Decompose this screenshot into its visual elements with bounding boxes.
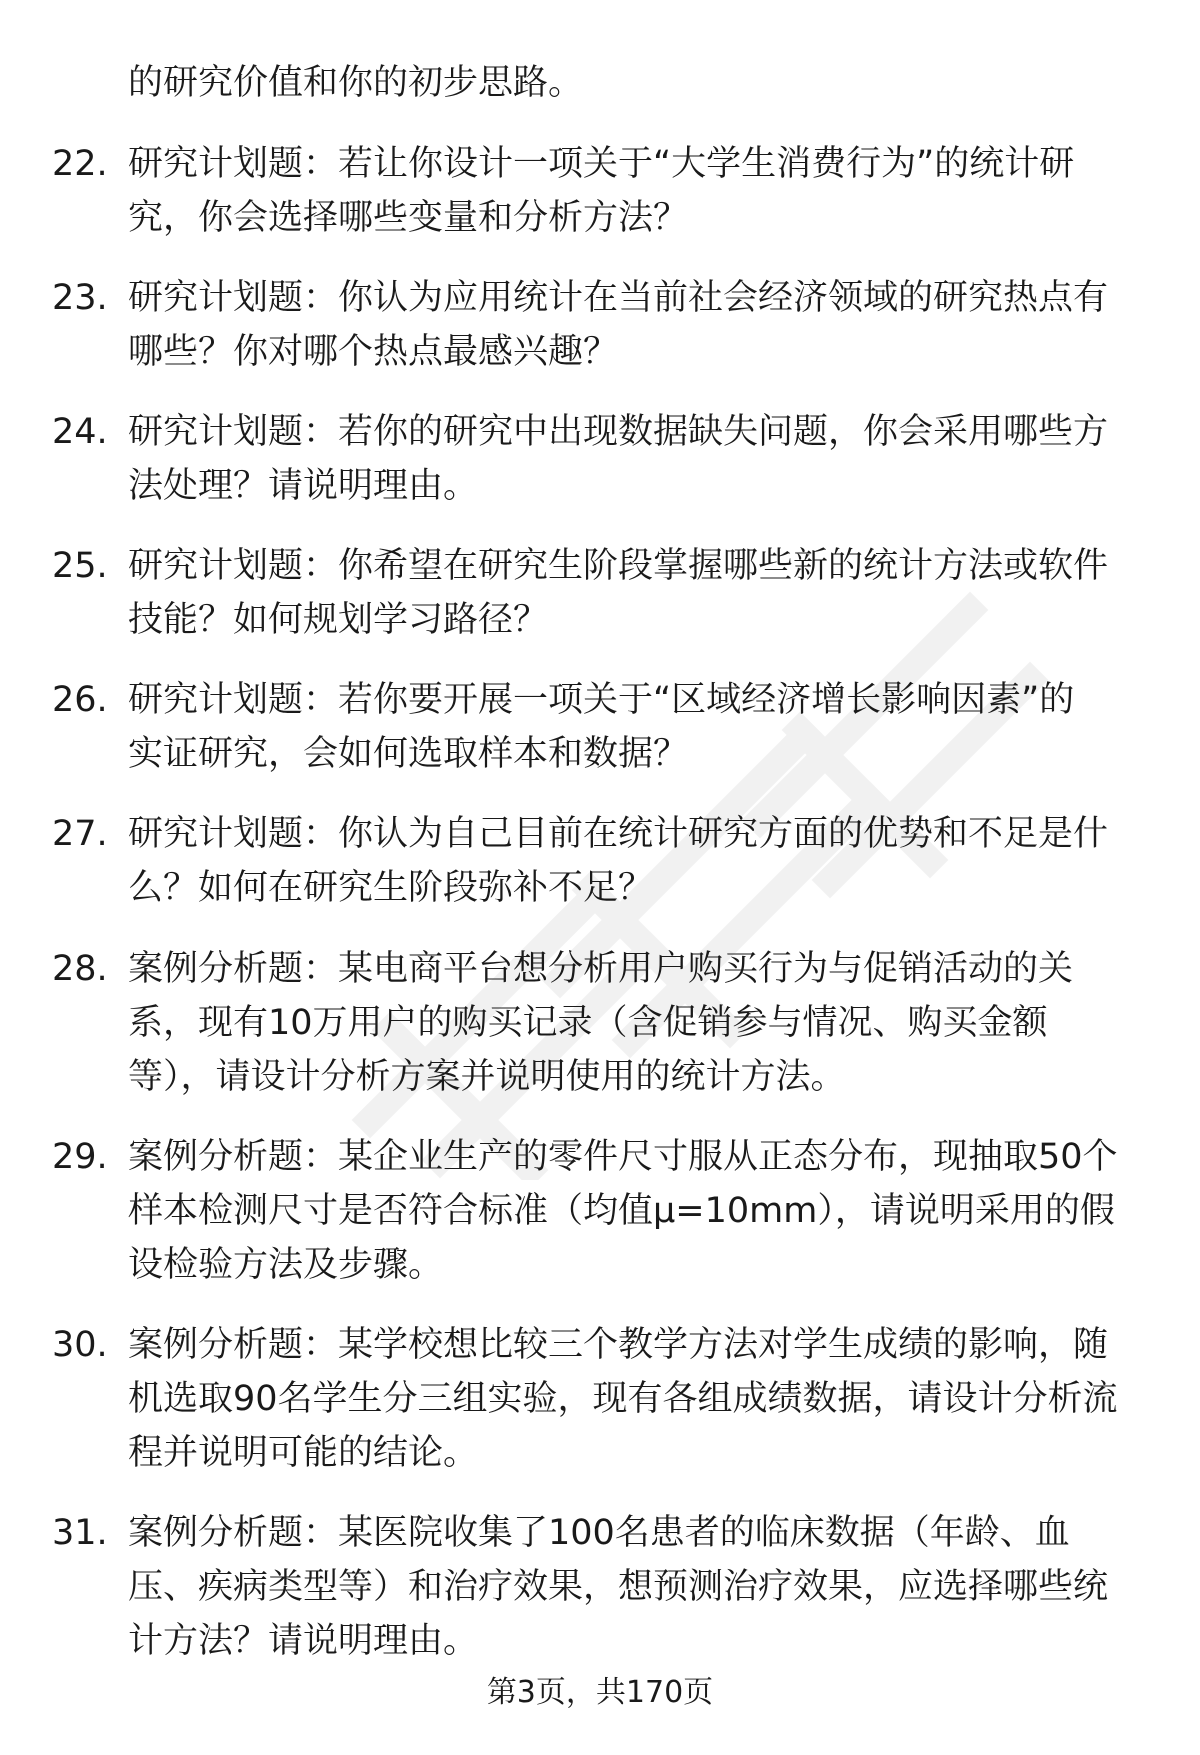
question-text-line: 系，现有10万用户的购买记录（含促销参与情况、购买金额: [128, 1003, 1048, 1043]
question-text-line: 实证研究，会如何选取样本和数据？: [128, 734, 689, 774]
question-text-line: 机选取90名学生分三组实验，现有各组成绩数据，请设计分析流: [128, 1379, 1118, 1419]
question-text: [128, 1130, 1153, 1292]
question-text-line: 研究计划题：若你的研究中出现数据缺失问题，你会采用哪些方: [128, 412, 1109, 452]
question-number: 23.: [52, 278, 108, 318]
question-number: 31.: [52, 1513, 108, 1553]
question-text-line: 案例分析题：某医院收集了100名患者的临床数据（年龄、血: [128, 1513, 1070, 1553]
question-text-line: 研究计划题：你希望在研究生阶段掌握哪些新的统计方法或软件: [128, 546, 1109, 586]
continuation-text: 的研究价值和你的初步思路。: [128, 63, 584, 103]
question-text-line: 压、疾病类型等）和治疗效果，想预测治疗效果，应选择哪些统: [128, 1567, 1109, 1607]
question-text: [128, 673, 1153, 781]
question-text-line: 案例分析题：某学校想比较三个教学方法对学生成绩的影响，随: [128, 1325, 1109, 1365]
question-text-line: 研究计划题：若你要开展一项关于“区域经济增长影响因素”的: [128, 680, 1075, 720]
question-text-line: 哪些？你对哪个热点最感兴趣？: [128, 332, 619, 372]
question-text-line: 研究计划题：你认为自己目前在统计研究方面的优势和不足是什: [128, 814, 1109, 854]
question-text-line: 等），请设计分析方案并说明使用的统计方法。: [128, 1057, 846, 1097]
question-text-line: 研究计划题：若让你设计一项关于“大学生消费行为”的统计研: [128, 144, 1075, 184]
question-number: 29.: [52, 1137, 108, 1177]
question-number: 28.: [52, 949, 108, 989]
question-text-line: 法处理？请说明理由。: [128, 466, 479, 506]
question-text: [128, 807, 1153, 915]
question-number: 27.: [52, 814, 108, 854]
question-number: 26.: [52, 680, 108, 720]
question-text: [128, 405, 1153, 513]
question-text-line: 案例分析题：某电商平台想分析用户购买行为与促销活动的关: [128, 949, 1074, 989]
question-text-line: 案例分析题：某企业生产的零件尺寸服从正态分布，现抽取50个: [128, 1137, 1118, 1177]
question-number: 30.: [52, 1325, 108, 1365]
question-text-line: 究，你会选择哪些变量和分析方法？: [128, 198, 689, 238]
question-text-line: 程并说明可能的结论。: [128, 1433, 479, 1473]
question-number: 22.: [52, 144, 108, 184]
question-text: [128, 137, 1153, 245]
page-footer: 第3页，共170页: [486, 1675, 714, 1710]
question-text-line: 样本检测尺寸是否符合标准（均值μ=10mm），请说明采用的假: [128, 1191, 1115, 1231]
question-text-line: 研究计划题：你认为应用统计在当前社会经济领域的研究热点有: [128, 278, 1109, 318]
question-text: [128, 539, 1153, 647]
question-text-line: 计方法？请说明理由。: [128, 1621, 479, 1661]
question-text: [128, 942, 1153, 1104]
question-text-line: 么？如何在研究生阶段弥补不足？: [128, 868, 654, 908]
question-number: 25.: [52, 546, 108, 586]
question-text: [128, 1506, 1153, 1668]
question-number: 24.: [52, 412, 108, 452]
question-text-line: 设检验方法及步骤。: [128, 1245, 444, 1285]
question-text: [128, 271, 1153, 379]
question-text-line: 技能？如何规划学习路径？: [128, 600, 549, 640]
question-text: [128, 1318, 1153, 1480]
